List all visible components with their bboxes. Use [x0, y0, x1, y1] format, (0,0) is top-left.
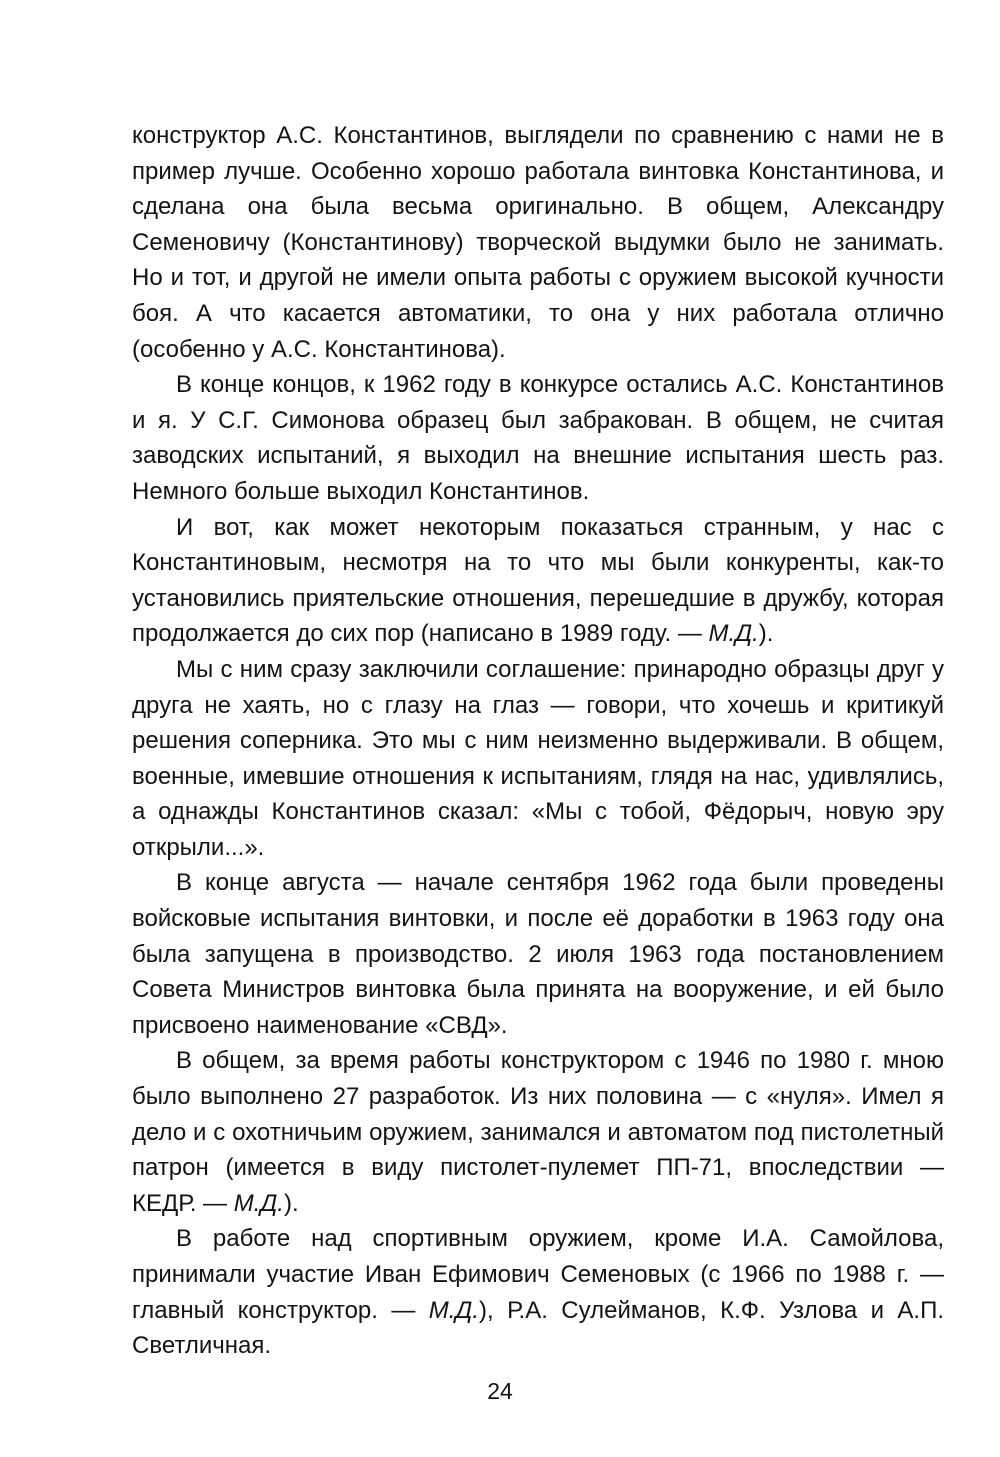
text-run: И вот, как может некоторым показаться странным, у нас с Константиновым, несмотря на то что мы были конкуренты, как-то установились приятельские отношения, перешедшие в дружбу, которая продолжается до сих пор (написано в 1989 году. —: [132, 513, 944, 648]
paragraph: [132, 865, 944, 1043]
text-run: ), Р.А. Сулейманов, К.Ф. Узлова и А.П. Светличная.: [132, 1296, 944, 1360]
author-initials: М.Д.: [708, 620, 759, 648]
text-run: В работе над спортивным оружием, кроме И.А. Самойлова, принимали участие Иван Ефимович Семеновых (с 1966 по 1988 г. — главный конструктор. —: [132, 1225, 944, 1324]
author-initials: М.Д.: [233, 1189, 284, 1217]
text-run: конструктор А.С. Константинов, выглядели по сравнению с нами не в пример лучше. Особенно хорошо работала винтовка Константинова, и сделана она была весьма оригинально. В общем, Александру Семеновичу (Константинову) творческой выдумки было не занимать. Но и тот, и другой не имели опыта работы с оружием высокой кучности боя. А что касается автоматики, то она у них работала отлично (особенно у А.С. Константинова).: [132, 122, 944, 363]
text-run: В конце концов, к 1962 году в конкурсе остались А.С. Константинов и я. У С.Г. Симонова образец был забракован. В общем, не считая заводских испытаний, я выходил на внешние испытания шесть раз. Немного больше выходил Константинов.: [132, 371, 944, 505]
paragraph: [132, 1043, 944, 1221]
text-run: Мы с ним сразу заключили соглашение: принародно образцы друг у друга не хаять, но с глазу на глаз — говори, что хочешь и критикуй решения соперника. Это мы с ним неизменно выдерживали. В общем, военные, имевшие отношения к испытаниям, глядя на нас, удивлялись, а однажды Константинов сказал: «Мы с тобой, Фёдорыч, новую эру открыли...».: [132, 655, 944, 861]
text-run: ).: [758, 620, 774, 648]
text-run: В общем, за время работы конструктором с 1946 по 1980 г. мною было выполнено 27 разработок. Из них половина — с «нуля». Имел я дело и с охотничьим оружием, занимался и автоматом под пистолетный патрон (имеется в виду пистолет-пулемет ПП-71, впоследствии — КЕДР. —: [132, 1047, 944, 1217]
paragraph: [132, 367, 944, 509]
author-initials: М.Д.: [428, 1296, 479, 1324]
paragraph: [132, 510, 944, 652]
page-number: 24: [487, 1378, 513, 1404]
paragraph: [132, 1221, 944, 1363]
paragraph: [132, 652, 944, 866]
paragraph: [132, 118, 944, 367]
page-body: [132, 118, 944, 1364]
text-run: ).: [283, 1189, 299, 1217]
text-run: В конце августа — начале сентября 1962 года были проведены войсковые испытания винтовки, и после её доработки в 1963 году она была запущена в производство. 2 июля 1963 года постановлением Совета Министров винтовка была принята на вооружение, и ей было присвоено наименование «СВД».: [132, 869, 944, 1039]
